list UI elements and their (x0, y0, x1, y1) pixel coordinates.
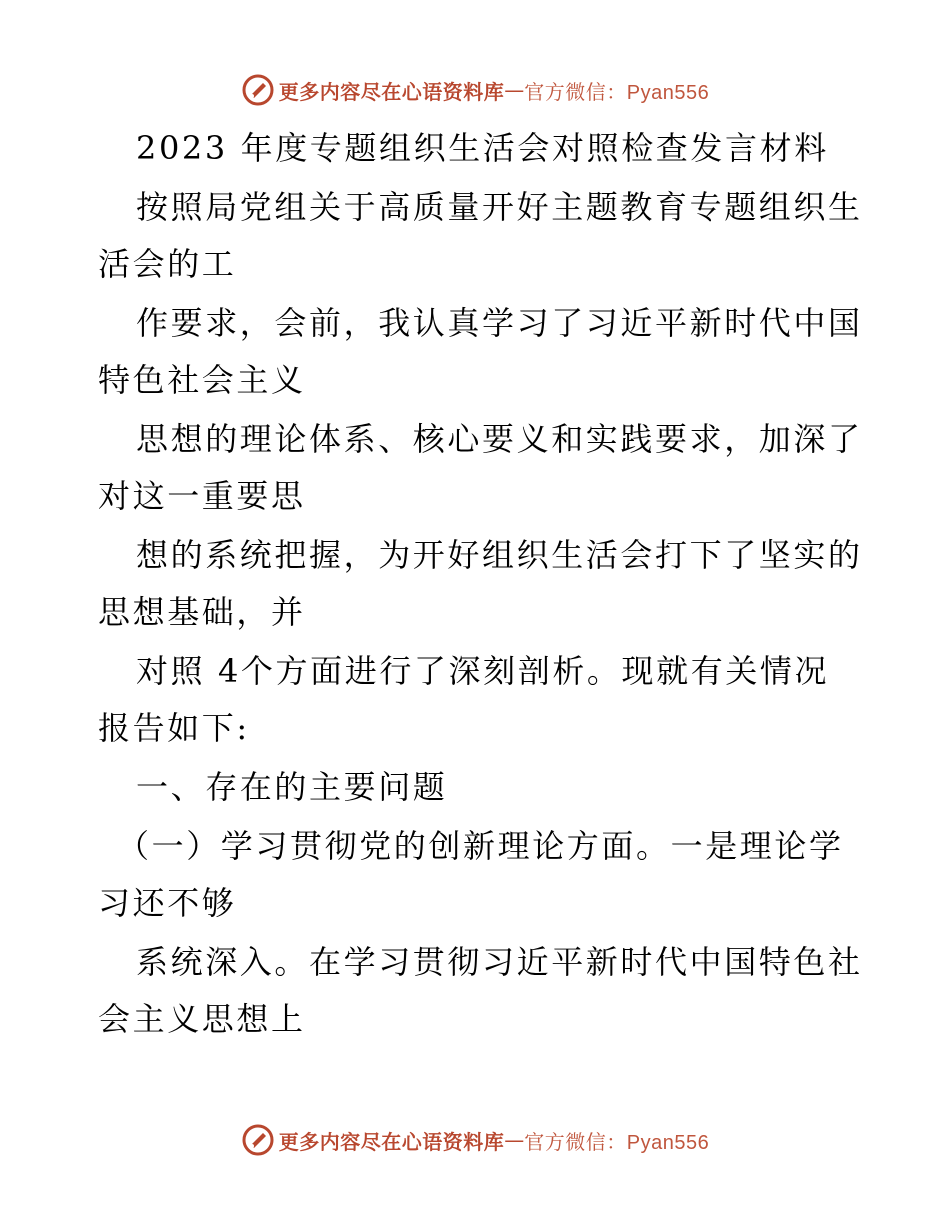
banner-separator: — (504, 1128, 525, 1152)
logo-icon (241, 1123, 275, 1157)
text-line: 作要求，会前，我认真学习了习近平新时代中国 (136, 304, 863, 342)
banner-account: 官方微信：Pyan556 (524, 81, 710, 104)
text-line: 习还不够 (98, 884, 237, 922)
text-line: 会主义思想上 (98, 1000, 306, 1038)
subsection-heading: （一）学习贯彻党的创新理论方面。一是理论学 (117, 827, 844, 865)
text-line: 想的系统把握，为开好组织生活会打下了坚实的 (136, 536, 863, 574)
document-title: 2023 年度专题组织生活会对照检查发言材料 (136, 129, 829, 167)
text-line: 按照局党组关于高质量开好主题教育专题组织生 (136, 188, 863, 226)
text-line: 对这一重要思 (98, 477, 306, 515)
text-line: 系统深入。在学习贯彻习近平新时代中国特色社 (136, 943, 863, 981)
section-heading: 一、存在的主要问题 (136, 768, 448, 806)
footer-banner (0, 1120, 950, 1160)
text-line: 思想的理论体系、核心要义和实践要求，加深了 (136, 420, 863, 458)
banner-account: 官方微信：Pyan556 (524, 1131, 710, 1154)
text-line: 对照 4个方面进行了深刻剖析。现就有关情况 (136, 652, 830, 690)
logo-icon (241, 73, 275, 107)
banner-slogan: 更多内容尽在心语资料库 (278, 1129, 505, 1154)
text-line: 思想基础，并 (98, 593, 306, 631)
banner-slogan: 更多内容尽在心语资料库 (278, 79, 505, 104)
text-line: 报告如下: (98, 709, 250, 747)
text-line: 特色社会主义 (98, 361, 306, 399)
text-line: 活会的工 (98, 245, 237, 283)
banner-separator: — (504, 78, 525, 102)
header-banner (0, 70, 950, 110)
